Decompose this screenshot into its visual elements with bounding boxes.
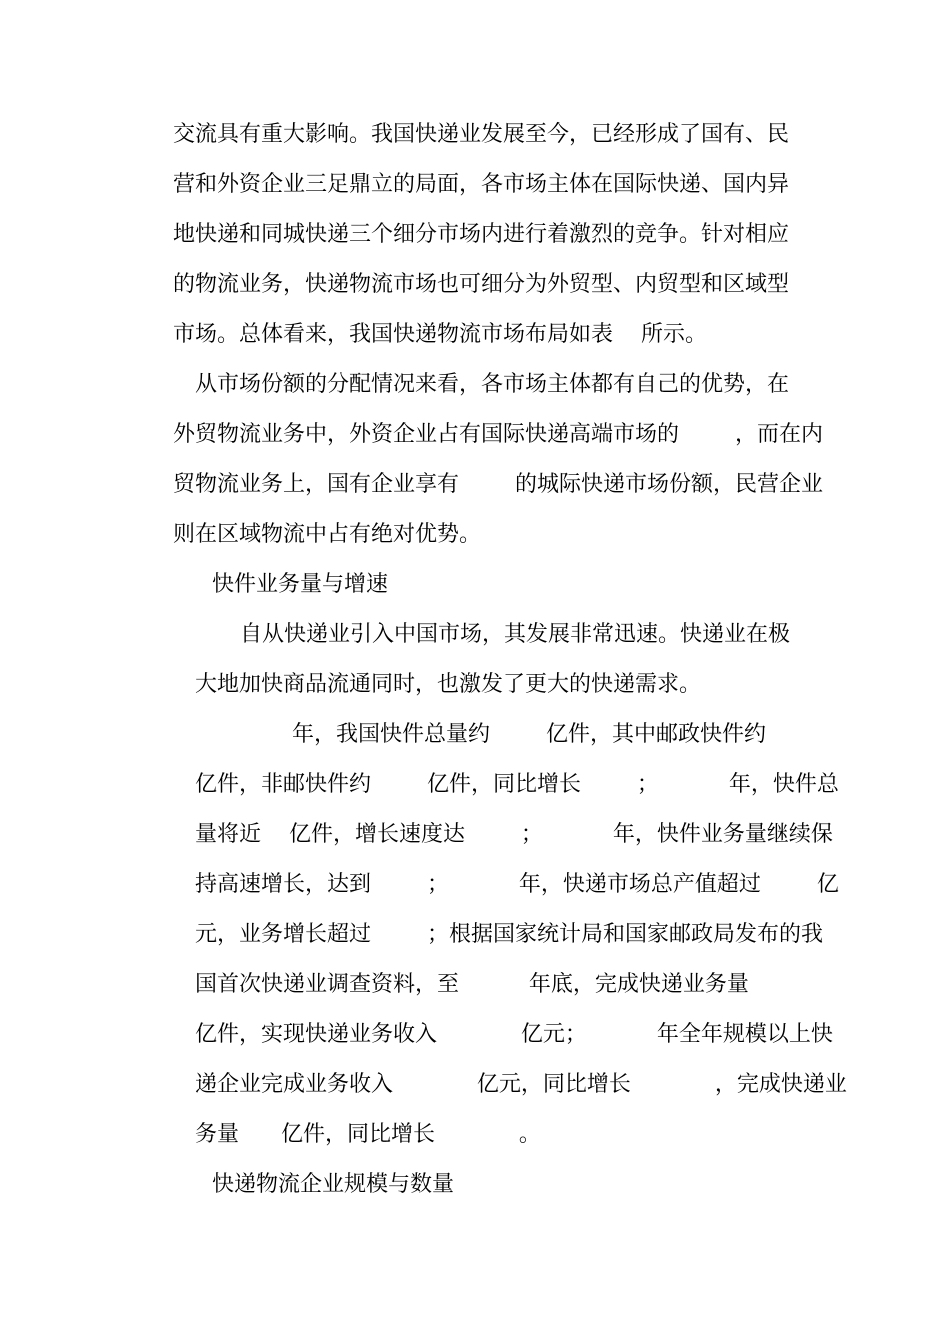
paragraph-line: 贸物流业务上，国有企业享有 的城际快递市场份额，民营企业 <box>173 472 823 497</box>
paragraph-line: 亿件，实现快递业务收入 亿元； 年全年规模以上快 <box>195 1022 833 1047</box>
paragraph-line: 持高速增长，达到 ； 年，快递市场总产值超过 亿 <box>195 872 839 897</box>
paragraph-line: 外贸物流业务中，外资企业占有国际快递高端市场的 ，而在内 <box>173 422 823 447</box>
section-heading: 快件业务量与增速 <box>212 572 389 597</box>
paragraph-line: 量将近 亿件，增长速度达 ； 年，快件业务量继续保 <box>195 822 833 847</box>
paragraph-line: 大地加快商品流通同时，也激发了更大的快递需求。 <box>195 672 702 697</box>
paragraph-line: 国首次快递业调查资料，至 年底，完成快递业务量 <box>195 972 749 997</box>
paragraph-line: 年，我国快件总量约 亿件，其中邮政快件约 <box>292 722 766 747</box>
section-heading: 快递物流企业规模与数量 <box>212 1172 455 1197</box>
paragraph-line: 从市场份额的分配情况来看，各市场主体都有自己的优势，在 <box>195 372 790 397</box>
paragraph-line: 亿件，非邮快件约 亿件，同比增长 ； 年，快件总 <box>195 772 839 797</box>
paragraph-line: 交流具有重大影响。我国快递业发展至今，已经形成了国有、民 <box>173 122 790 147</box>
paragraph-line: 务量 亿件，同比增长 。 <box>195 1122 541 1147</box>
paragraph-line: 则在区域物流中占有绝对优势。 <box>173 522 482 547</box>
paragraph-line: 营和外资企业三足鼎立的局面，各市场主体在国际快递、国内异 <box>173 172 790 197</box>
paragraph-line: 自从快递业引入中国市场，其发展非常迅速。快递业在极 <box>240 622 791 647</box>
paragraph-line: 的物流业务，快递物流市场也可细分为外贸型、内贸型和区域型 <box>173 272 790 297</box>
paragraph-line: 地快递和同城快递三个细分市场内进行着激烈的竞争。针对相应 <box>173 222 790 247</box>
paragraph-line: 元，业务增长超过 ；根据国家统计局和国家邮政局发布的我 <box>195 922 823 947</box>
paragraph-line: 市场。总体看来，我国快递物流市场布局如表 所示。 <box>173 322 707 347</box>
paragraph-line: 递企业完成业务收入 亿元，同比增长 ，完成快递业 <box>195 1072 847 1097</box>
